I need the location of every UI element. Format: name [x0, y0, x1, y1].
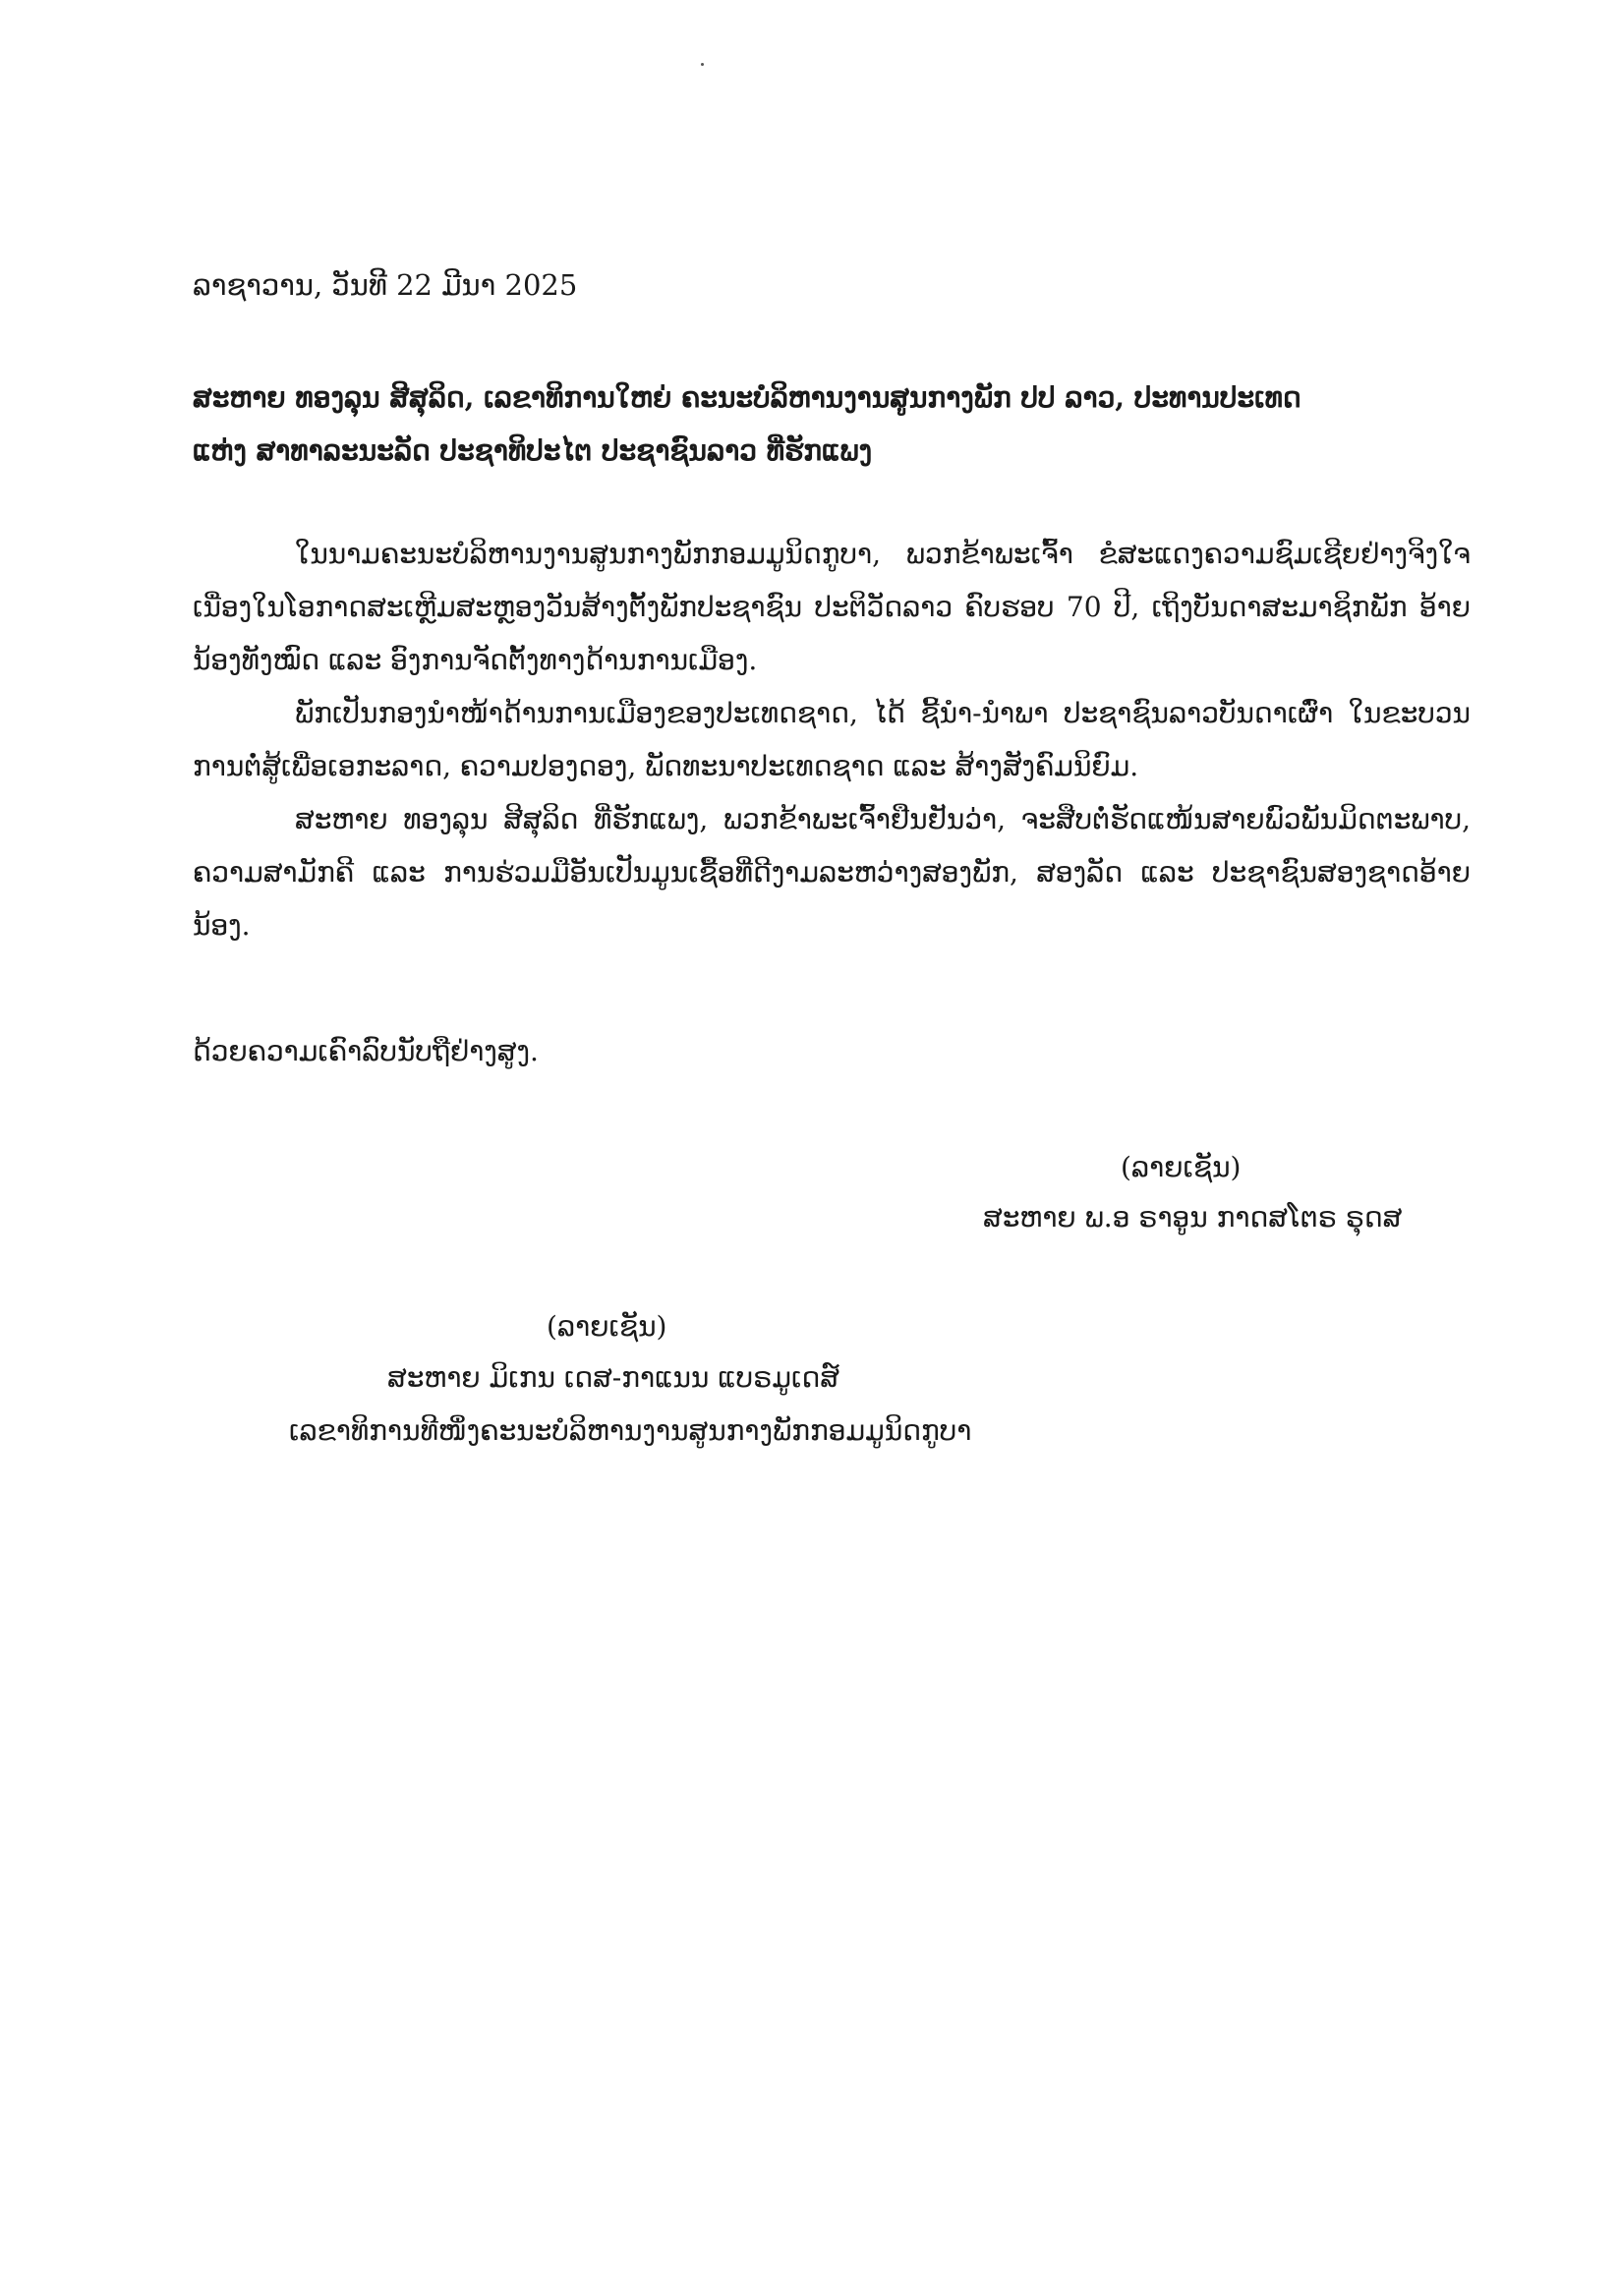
signature-1-label: (ລາຍເຊັນ): [1121, 1151, 1242, 1183]
signature-2-title: ເລຂາທິການທີໜຶ່ງຄະນະບໍລິຫານງານສູນກາງພັກກອມມູນິດກູບາ: [289, 1414, 972, 1447]
addressee-line: ແຫ່ງ ສາທາລະນະລັດ ປະຊາທິປະໄຕ ປະຊາຊົນລາວ ທີ່ຮັກແພງ: [193, 434, 873, 467]
addressee-line: ສະຫາຍ ທອງລຸນ ສີສຸລິດ, ເລຂາທິການໃຫຍ່ ຄະນະບໍລິຫານງານສູນກາງພັກ ປປ ລາວ, ປະທານປະເທດ: [193, 381, 1301, 414]
signature-2-name: ສະຫາຍ ມິເກນ ເດສ-ກາແນນ ແບຣມູເດສ໌: [387, 1361, 839, 1394]
addressee-block: [193, 372, 1471, 478]
body-paragraph: ພັກເປັນກອງນໍາໜ້າດ້ານການເມືອງຂອງປະເທດຊາດ, ໄດ້ ຊີ້ນໍາ-ນໍາພາ ປະຊາຊົນລາວບັນດາເຜົ່າ ໃນຂະບວນ ການຕໍ່ສູ້ເພື່ອເອກະລາດ, ຄວາມປອງດອງ, ພັດທະນາປະເທດຊາດ ແລະ ສ້າງສັງຄົມນິຍົມ.: [193, 697, 1471, 782]
closing-line: ດ້ວຍຄວາມເຄົາລົບນັບຖືຢ່າງສູງ.: [193, 1035, 539, 1067]
date-line: ລາຊາວານ, ວັນທີ 22 ມີນາ 2025: [193, 268, 578, 302]
body-paragraph: ສະຫາຍ ທອງລຸນ ສີສຸລິດ ທີ່ຮັກແພງ, ພວກຂ້າພະເຈົ້າຢືນຢັນວ່າ, ຈະສືບຕໍ່ຮັດແໜ້ນສາຍພົວພັນມິດຕະພາບ, ຄວາມສາມັກຄີ ແລະ ການຮ່ວມມືອັນເປັນມູນເຊື້ອທີ່ດີງາມລະຫວ່າງສອງພັກ, ສອງລັດ ແລະ ປະຊາຊົນສອງຊາດອ້າຍ ນ້ອງ.: [193, 803, 1471, 942]
body-paragraph: ໃນນາມຄະນະບໍລິຫານງານສູນກາງພັກກອມມູນິດກູບາ, ພວກຂ້າພະເຈົ້າ ຂໍສະແດງຄວາມຊົມເຊີຍຢ່າງຈິງໃຈ ເນື່ອງໃນໂອກາດສະເຫຼີມສະຫຼອງວັນສ້າງຕັ້ງພັກປະຊາຊົນ ປະຕິວັດລາວ ຄົບຮອບ 70 ປີ, ເຖິງບັນດາສະມາຊິກພັກ ອ້າຍນ້ອງທັງໝົດ ແລະ ອົງການຈັດຕັ້ງທາງດ້ານການເມືອງ.: [193, 538, 1471, 676]
signature-1-name: ສະຫາຍ ພ.ອ ຣາອູນ ກາດສໂຕຣ ຣຸດສ: [983, 1201, 1403, 1234]
scan-speck: [701, 63, 704, 66]
letter-body: [193, 528, 1471, 952]
signature-2-label: (ລາຍເຊັນ): [547, 1310, 667, 1343]
